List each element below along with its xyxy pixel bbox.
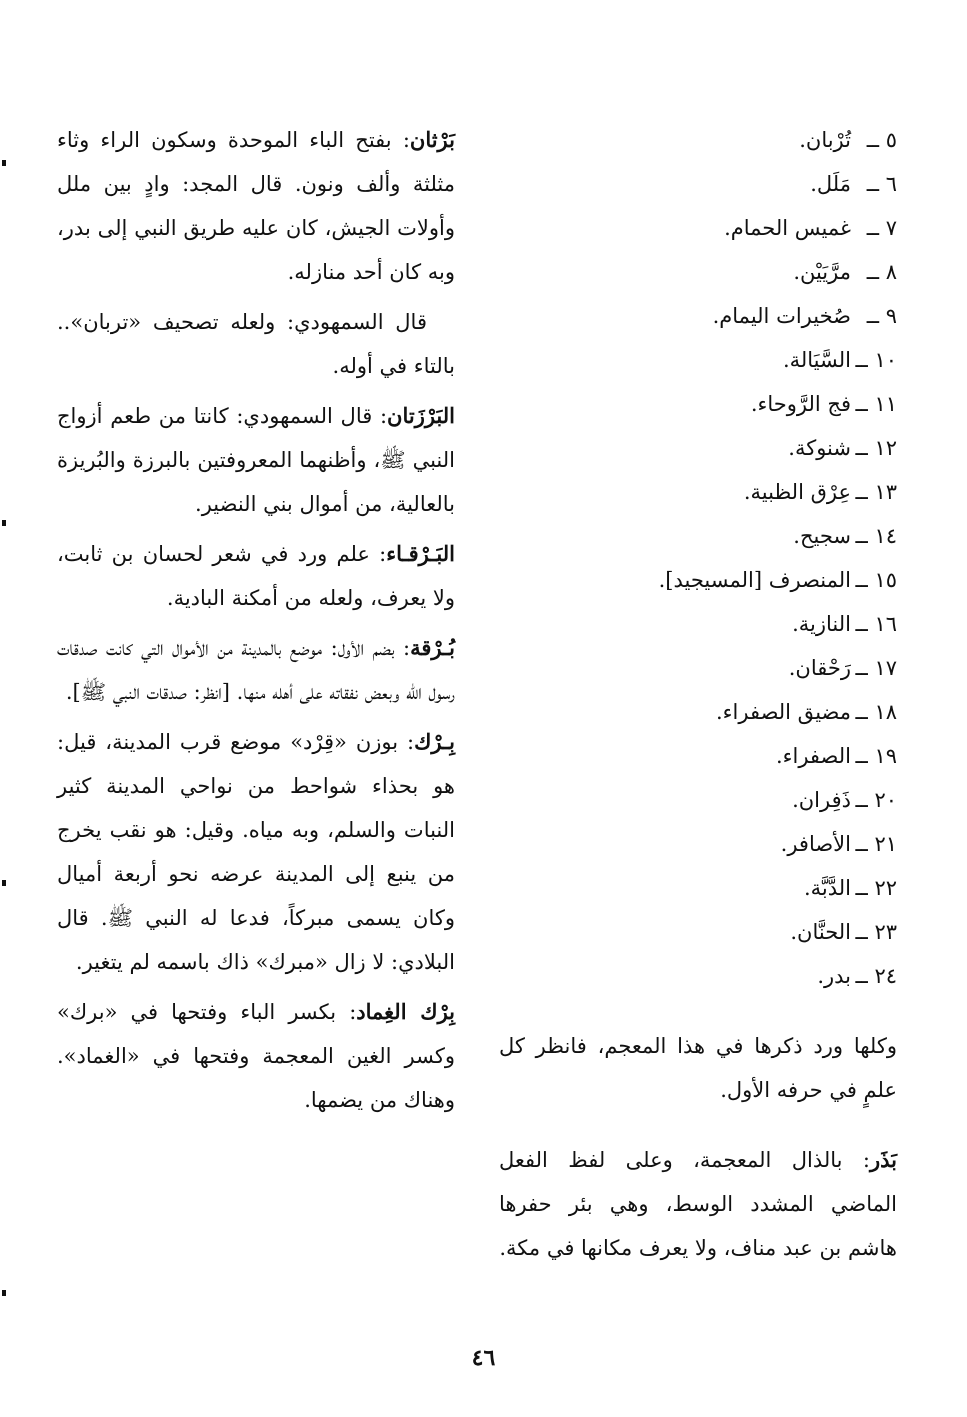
entry-title: بَذَر: [869, 1147, 897, 1172]
list-text: سجيح.: [793, 524, 851, 548]
list-number: ١٤ ــ: [855, 524, 897, 548]
list-number: ٢٢ ــ: [855, 876, 897, 900]
list-item: [499, 734, 897, 778]
list-item: [499, 602, 897, 646]
entry-body: : بفتح الباء الموحدة وسكون الراء وثاء مثلثة وألف ونون. قال المجد: وادٍ بين ملل وأولات الجيش، كان عليه طريق النبي إلى بدر، وبه كان أحد منازله.: [57, 128, 455, 284]
list-number: ٢٠ ــ: [855, 788, 897, 812]
list-item: [499, 690, 897, 734]
list-text: النازية.: [792, 612, 851, 636]
entry-body: : بوزن «قِرْد» موضع قرب المدينة، قيل: هو بحذاء شواحط من نواحي المدينة كثير النبات والسلم، وبه مياه. وقيل: هو نقب يخرج من ينبع إلى المدينة عرضه نحو أربعة أميال وكان يسمى مبركاً، فدعا له النبي ﷺ. قال البلادي: لا زال «مبرك» ذاك باسمه لم يتغير.: [57, 730, 455, 974]
list-item: [499, 866, 897, 910]
entry-body: قال السمهودي: ولعله تصحيف «تربان».. بالتاء في أوله.: [57, 310, 455, 378]
edge-mark: [2, 1290, 6, 1296]
list-text: تُرْبان.: [799, 128, 851, 152]
list-text: الصفراء.: [775, 744, 851, 768]
list-item: [499, 206, 897, 250]
list-text: ذَفِران.: [792, 788, 851, 812]
list-number: ٩ ــ: [866, 304, 897, 328]
entry-body: : قال السمهودي: كانتا من طعم أزواج النبي ﷺ، وأظنهما المعروفتين بالبرزة والبُريزة بالعالية، من أموال بني النضير.: [57, 404, 455, 516]
entry-title: البَرْزَتان: [387, 403, 455, 428]
left-column: [499, 118, 897, 1270]
list-item: [499, 294, 897, 338]
list-text: مضيق الصفراء.: [715, 700, 851, 724]
list-text: عِرْق الظبية.: [743, 480, 851, 504]
list-number: ١٣ ــ: [855, 480, 897, 504]
list-item: [499, 822, 897, 866]
list-number: ٢٣ ــ: [855, 920, 897, 944]
list-item: [499, 382, 897, 426]
list-item: [499, 778, 897, 822]
entry-burqa: [57, 626, 455, 714]
list-number: ١٠ ــ: [855, 348, 897, 372]
list-number: ١٨ ــ: [855, 700, 897, 724]
entry-barthan: [57, 118, 455, 294]
list-item: [499, 910, 897, 954]
list-number: ٦ ــ: [866, 172, 897, 196]
list-item: [499, 558, 897, 602]
list-item: [499, 338, 897, 382]
list-number: ١٥ ــ: [855, 568, 897, 592]
entry-body: : بضم الأول: موضع بالمدينة من الأموال التي كانت صدقات رسول الله وبعض نفقاته على أهله منها. [انظر: صدقات النبي ﷺ].: [57, 636, 455, 704]
entry-title: بَرْثان: [409, 127, 455, 152]
list-item: [499, 954, 897, 998]
list-text: الدَّبَّة.: [803, 876, 851, 900]
entry-birk-alghimad: [57, 990, 455, 1122]
edge-mark: [2, 160, 6, 166]
note-paragraph: وكلها ورد ذكرها في هذا المعجم، فانظر كل علمٍ في حرفه الأول.: [499, 1034, 897, 1102]
list-item: [499, 470, 897, 514]
list-number: ٧ ــ: [866, 216, 897, 240]
list-text: غميس الحمام.: [724, 216, 851, 240]
entry-body: : علم ورد في شعر لحسان بن ثابت، ولا يعرف، ولعله من أمكنة البادية.: [57, 542, 455, 610]
entry-title: بِـرْك: [414, 729, 455, 754]
list-text: مَلَل.: [810, 172, 851, 196]
entry-body: : بكسر الباء وفتحها في «برك» وكسر الغين المعجمة وفتحها في «الغماد». وهناك من يضمها.: [57, 1000, 455, 1112]
list-number: ١٧ ــ: [855, 656, 897, 680]
list-number: ١٩ ــ: [855, 744, 897, 768]
list-text: فج الرَّوحاء.: [750, 392, 851, 416]
entry-barqa: [57, 532, 455, 620]
right-column: [57, 118, 455, 1128]
list-text: المنصرف [المسيجيد].: [658, 568, 851, 592]
list-item: [499, 514, 897, 558]
entry-body: : بالذال المعجمة، وعلى لفظ الفعل الماضي المشدد الوسط، وهي بئر حفرها هاشم بن عبد مناف، ولا يعرف مكانها في مكة.: [499, 1148, 897, 1260]
list-item: [499, 646, 897, 690]
entry-title: البَـرْقـاء: [386, 541, 455, 566]
list-item: [499, 118, 897, 162]
list-number: ١٦ ــ: [855, 612, 897, 636]
edge-mark: [2, 880, 6, 886]
entry-title: بِرْك الغِماد: [356, 999, 456, 1024]
list-text: رَحْقان.: [788, 656, 851, 680]
list-text: الأصافر.: [780, 832, 851, 856]
entry-barzatan: [57, 394, 455, 526]
entry-badhar: [499, 1138, 897, 1270]
list-number: ١٢ ــ: [855, 436, 897, 460]
list-number: ٨ ــ: [866, 260, 897, 284]
list-text: شنوكة.: [788, 436, 851, 460]
entry-title: بُـرْقة: [410, 635, 455, 660]
list-item: [499, 162, 897, 206]
list-number: ٢٤ ــ: [855, 964, 897, 988]
list-text: صُخيرات اليمام.: [712, 304, 851, 328]
stations-list: [499, 118, 897, 998]
list-number: ٥ ــ: [866, 128, 897, 152]
edge-mark: [2, 520, 6, 526]
list-number: ١١ ــ: [855, 392, 897, 416]
list-item: [499, 426, 897, 470]
list-text: بدر.: [817, 964, 851, 988]
page-number: ٤٦: [471, 1345, 496, 1371]
entry-birk: [57, 720, 455, 984]
list-text: مرَّيَيْن.: [793, 260, 851, 284]
list-text: السَّيَالة.: [782, 348, 851, 372]
list-number: ٢١ ــ: [855, 832, 897, 856]
entry-continuation: [57, 300, 455, 388]
list-text: الحنَّان.: [790, 920, 851, 944]
list-item: [499, 250, 897, 294]
